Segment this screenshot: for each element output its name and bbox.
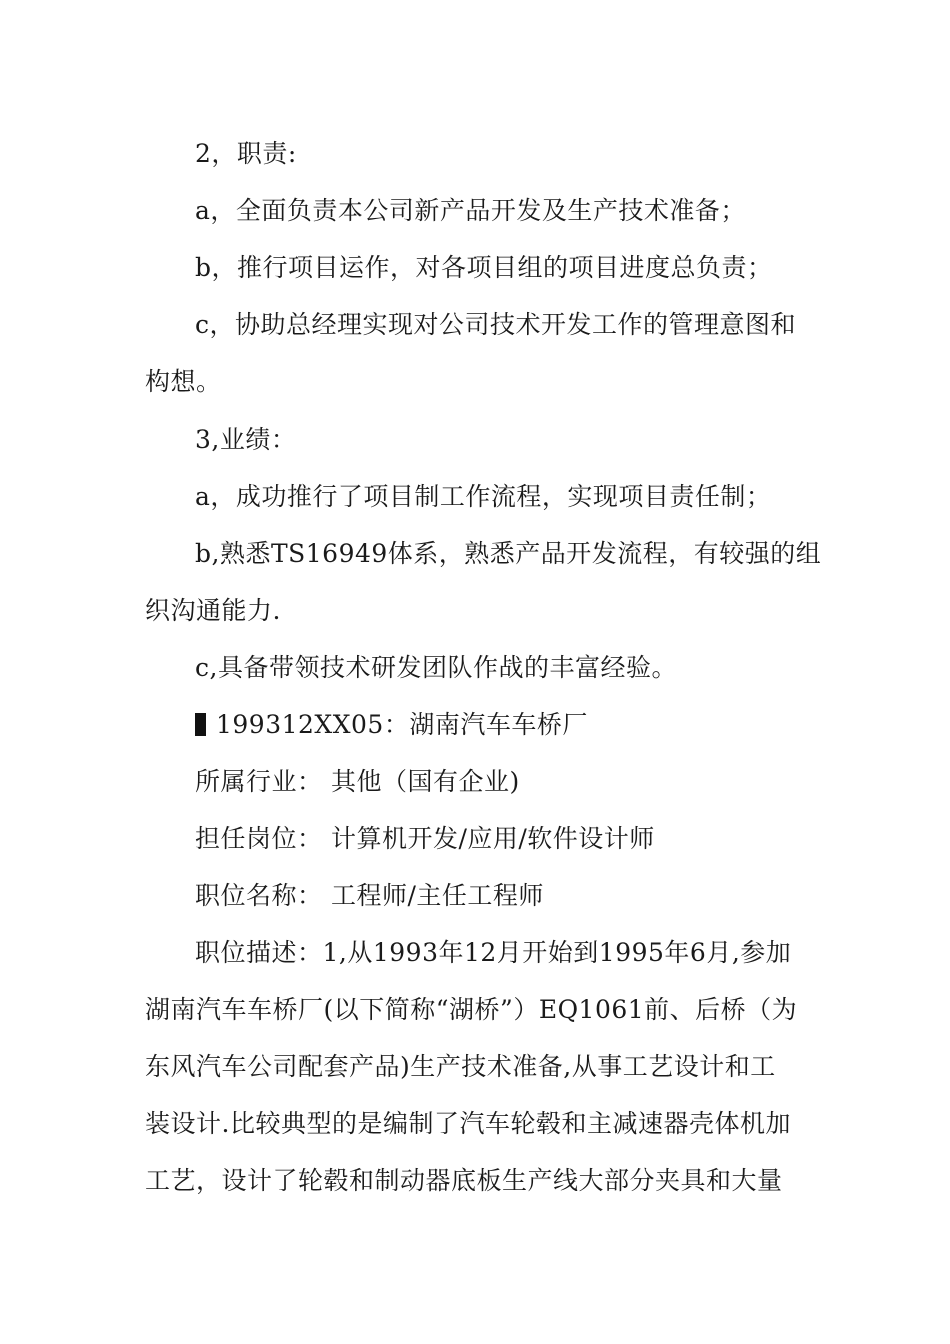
description-line-1: 职位描述：1,从1993年12月开始到1995年6月,参加 (195, 938, 792, 967)
bullet-marker-icon (195, 713, 206, 736)
job-entry-title: 199312XX05：湖南汽车车桥厂 (216, 710, 588, 739)
description-line-2: 湖南汽车车桥厂(以下简称“湖桥”）EQ1061前、后桥（为 (145, 995, 798, 1024)
description-line-4: 装设计.比较典型的是编制了汽车轮毂和主减速器壳体机加 (145, 1109, 791, 1138)
achievement-a: a，成功推行了项目制工作流程，实现项目责任制； (195, 482, 772, 511)
duty-c: c，协助总经理实现对公司技术开发工作的管理意图和 (195, 310, 797, 339)
achievement-c: c,具备带领技术研发团队作战的丰富经验。 (195, 653, 677, 682)
position-line: 担任岗位： 计算机开发/应用/软件设计师 (195, 824, 655, 853)
achievement-b: b,熟悉TS16949体系，熟悉产品开发流程，有较强的组 (195, 539, 822, 568)
achievements-heading: 3,业绩： (195, 425, 297, 454)
description-line-3: 东风汽车公司配套产品)生产技术准备,从事工艺设计和工 (145, 1052, 776, 1081)
job-entry-header (195, 709, 588, 741)
title-line: 职位名称： 工程师/主任工程师 (195, 881, 544, 910)
duty-c-continued: 构想。 (145, 367, 222, 396)
duty-b: b，推行项目运作，对各项目组的项目进度总负责； (195, 253, 773, 282)
duty-a: a，全面负责本公司新产品开发及生产技术准备； (195, 196, 746, 225)
duties-heading: 2，职责: (195, 139, 297, 168)
industry-line: 所属行业： 其他（国有企业) (195, 767, 520, 796)
achievement-b-continued: 织沟通能力. (145, 596, 281, 625)
description-line-5: 工艺，设计了轮毂和制动器底板生产线大部分夹具和大量 (145, 1166, 783, 1195)
